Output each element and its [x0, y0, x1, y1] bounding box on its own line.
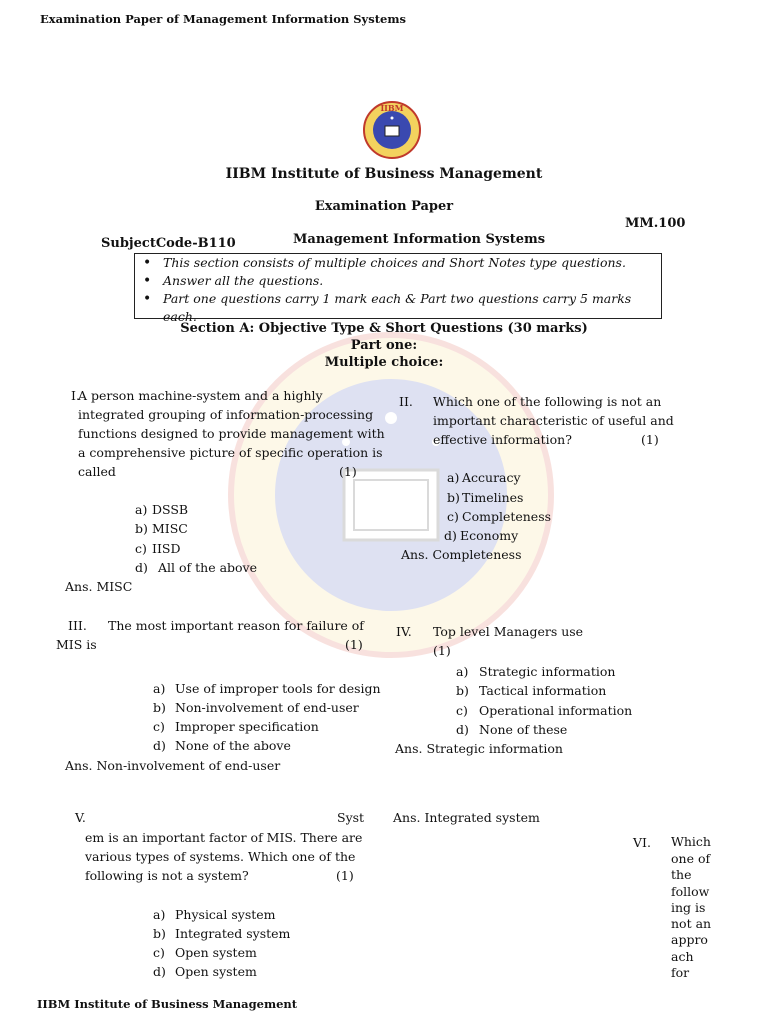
- question-text: The most important reason for failure of: [108, 618, 364, 633]
- option-text: Integrated system: [175, 926, 291, 941]
- question-number: V.: [75, 810, 86, 825]
- option-letter: c): [447, 509, 459, 524]
- question-text: one of: [671, 851, 711, 866]
- question-text: Syst: [337, 810, 365, 825]
- subject-code: SubjectCode-B110: [101, 236, 236, 251]
- option-letter: d): [456, 722, 469, 737]
- option-text: None of these: [479, 722, 568, 737]
- question-marks: (1): [345, 637, 363, 652]
- option-letter: d): [135, 560, 148, 575]
- option-letter: b): [135, 521, 148, 536]
- question-text: A person machine-system and a highly: [78, 388, 323, 403]
- question-number: III.: [68, 618, 87, 633]
- option-letter: b): [153, 926, 166, 941]
- logo-text: IIBM: [380, 103, 404, 113]
- option-text: Use of improper tools for design: [175, 681, 381, 696]
- option-letter: d): [153, 738, 166, 753]
- option-letter: b): [447, 490, 460, 505]
- question-text: integrated grouping of information-processing: [78, 407, 374, 422]
- option-text: Accuracy: [462, 470, 521, 485]
- answer: Ans. Strategic information: [395, 741, 563, 756]
- option-text: MISC: [152, 521, 188, 536]
- question-text: ach: [671, 949, 694, 964]
- question-text: following is not a system?: [85, 868, 249, 883]
- paper-title: Examination Paper: [314, 199, 454, 214]
- option-text: Tactical information: [479, 683, 607, 698]
- question-text: MIS is: [56, 637, 97, 652]
- option-text: Operational information: [479, 703, 633, 718]
- option-text: Completeness: [462, 509, 552, 524]
- page-header: Examination Paper of Management Information Systems: [40, 12, 406, 26]
- answer: Ans. Integrated system: [393, 810, 540, 825]
- question-text: Which: [671, 834, 711, 849]
- option-letter: b): [456, 683, 469, 698]
- question-text: em is an important factor of MIS. There are: [85, 830, 363, 845]
- option-text: None of the above: [175, 738, 291, 753]
- option-letter: c): [153, 719, 165, 734]
- option-letter: c): [153, 945, 165, 960]
- option-text: Timelines: [462, 490, 524, 505]
- question-text: Top level Managers use: [433, 624, 584, 639]
- option-letter: c): [456, 703, 468, 718]
- instruction-item: • Answer all the questions.: [163, 272, 661, 290]
- option-letter: d): [153, 964, 166, 979]
- question-text: various types of systems. Which one of the: [85, 849, 356, 864]
- option-text: DSSB: [152, 502, 189, 517]
- question-text: Which one of the following is not an: [433, 394, 662, 409]
- option-text: Open system: [175, 964, 257, 979]
- section-subtitle: Multiple choice:: [324, 355, 444, 370]
- option-letter: a): [153, 681, 166, 696]
- question-number: VI.: [633, 835, 651, 850]
- question-text: effective information?: [433, 432, 572, 447]
- question-text: functions designed to provide management with: [78, 426, 385, 441]
- question-text: a comprehensive picture of specific operation is: [78, 445, 383, 460]
- question-marks: (1): [641, 432, 659, 447]
- page-footer: IIBM Institute of Business Management: [37, 997, 298, 1011]
- question-number: II.: [399, 394, 413, 409]
- answer: Ans. MISC: [65, 579, 133, 594]
- instruction-item: • Part one questions carry 1 mark each & Part two questions carry 5 marks each.: [163, 290, 661, 308]
- question-text: ing is: [671, 900, 706, 915]
- question-number: I.: [71, 388, 80, 403]
- option-letter: a): [135, 502, 148, 517]
- option-text: Economy: [460, 528, 519, 543]
- option-letter: a): [153, 907, 166, 922]
- question-text: follow: [671, 884, 710, 899]
- subject-name: Management Information Systems: [293, 232, 546, 247]
- question-number: IV.: [396, 624, 412, 639]
- option-letter: c): [135, 541, 147, 556]
- option-letter: b): [153, 700, 166, 715]
- question-text: appro: [671, 932, 708, 947]
- question-text: called: [78, 464, 116, 479]
- option-text: Strategic information: [479, 664, 616, 679]
- instruction-item: • This section consists of multiple choices and Short Notes type questions.: [163, 254, 661, 272]
- option-text: IISD: [152, 541, 181, 556]
- question-marks: (1): [433, 643, 451, 658]
- question-text: the: [671, 867, 692, 882]
- instructions-box: [134, 253, 662, 324]
- section-title: Section A: Objective Type & Short Questions (30 marks): [180, 321, 588, 336]
- answer: Ans. Non-involvement of end-user: [65, 758, 281, 773]
- question-marks: (1): [336, 868, 354, 883]
- question-marks: (1): [339, 464, 357, 479]
- option-text: Open system: [175, 945, 257, 960]
- option-text: Non-involvement of end-user: [175, 700, 359, 715]
- iibm-logo-icon: [362, 100, 422, 160]
- answer: Ans. Completeness: [401, 547, 522, 562]
- question-text: important characteristic of useful and: [433, 413, 674, 428]
- option-text: Physical system: [175, 907, 276, 922]
- option-letter: a): [456, 664, 469, 679]
- max-marks: MM.100: [625, 216, 686, 231]
- institute-name: IIBM Institute of Business Management: [225, 166, 543, 182]
- option-text: All of the above: [158, 560, 258, 575]
- question-text: not an: [671, 916, 712, 931]
- part-title: Part one:: [350, 338, 418, 353]
- option-letter: a): [447, 470, 460, 485]
- option-text: Improper specification: [175, 719, 319, 734]
- question-text: for: [671, 965, 690, 980]
- option-letter: d): [444, 528, 457, 543]
